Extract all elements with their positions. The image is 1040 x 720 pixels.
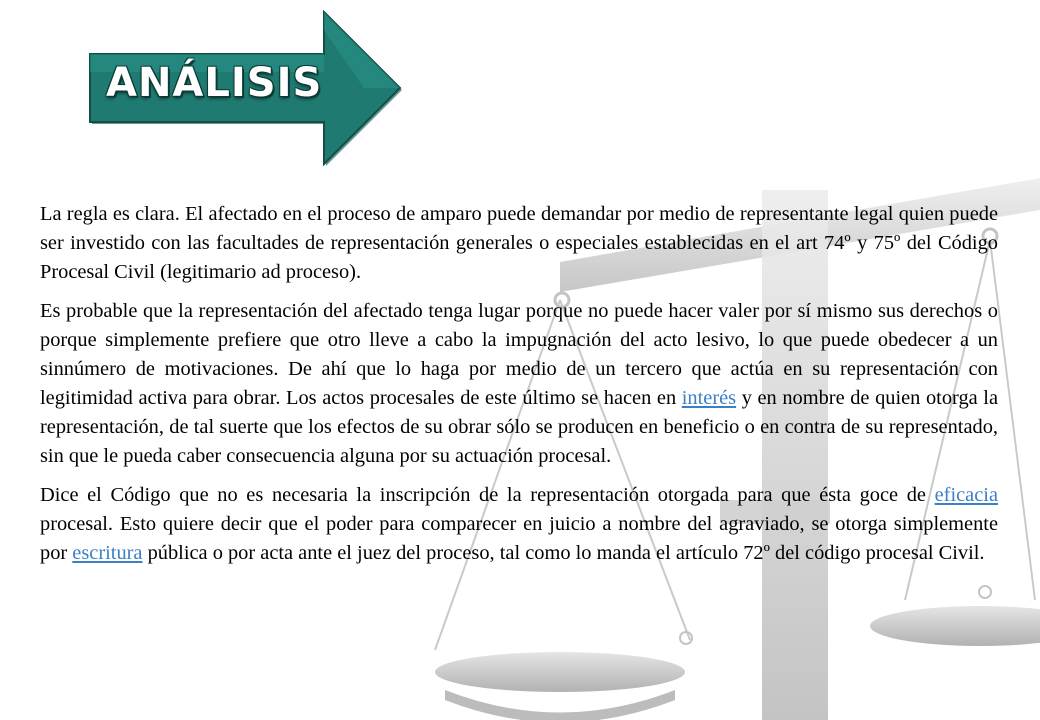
- link-escritura[interactable]: escritura: [72, 542, 143, 564]
- link-interes[interactable]: interés: [681, 387, 737, 409]
- paragraph-3-text-a: Dice el Código que no es necesaria la inscripción de la representación otorgada para que ésta goce de: [40, 484, 935, 506]
- paragraph-2-text-a: Es probable que la representación del afectado tenga lugar porque no puede hacer valer por sí mismo sus derechos o porque simplemente prefiere que otro lleve a cabo la impugnación del acto lesivo, lo que puede obedecer a un sinnúmero de motivaciones. De ahí que lo haga por medio de un tercero que actúa en su representación con legitimidad activa para obrar. Los actos procesales de este último se hacen en: [40, 300, 998, 409]
- paragraph-3-text-b: procesal. Esto quiere decir que el poder para comparecer en juicio a nombre del agraviado, se otorga simplemente por: [40, 513, 998, 564]
- main-text: [40, 200, 998, 578]
- paragraph-1: La regla es clara. El afectado en el proceso de amparo puede demandar por medio de representante legal quien puede ser investido con las facultades de representación generales o especiales establecidas en el art 74º y 75º del Código Procesal Civil (legitimario ad proceso).: [40, 203, 998, 283]
- paragraph-2-text-b: y en nombre de quien otorga la representación, de tal suerte que los efectos de su obrar sólo se producen en beneficio o en contra de su representado, sin que le pueda caber consecuencia alguna por su actuación procesal.: [40, 387, 998, 467]
- page-title: ANÁLISIS: [106, 60, 323, 106]
- paragraph-3-text-c: pública o por acta ante el juez del proceso, tal como lo manda el artículo 72º del código procesal Civil.: [142, 542, 985, 564]
- paragraph-2: [40, 297, 998, 471]
- paragraph-3: [40, 481, 998, 568]
- link-eficacia[interactable]: eficacia: [934, 484, 998, 506]
